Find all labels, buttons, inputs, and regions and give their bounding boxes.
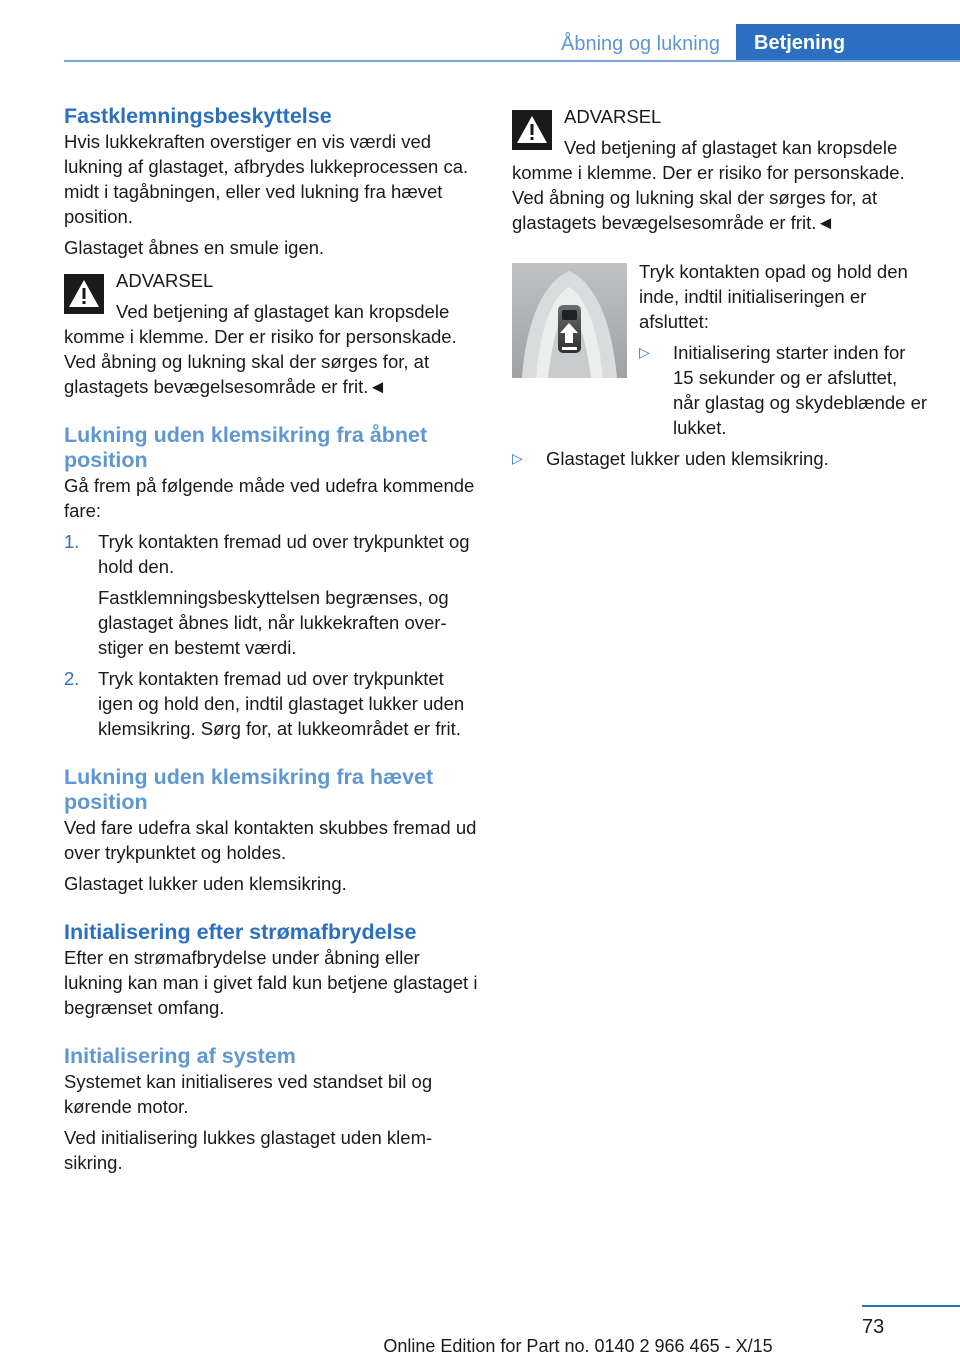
warning-box [64, 268, 482, 399]
paragraph-init: Efter en strømafbrydelse under åbning eller lukning kan man i givet fald kun betjene glastaget i begrænset omfang. [64, 947, 478, 1018]
warning-triangle-icon [512, 110, 552, 150]
paragraph-raised-2: Glastaget lukker uden klemsikring. [64, 873, 347, 894]
step-text: Tryk kontakten fremad ud over trykpunktet og hold den. [98, 531, 470, 577]
warning-title: ADVARSEL [564, 106, 662, 127]
heading-closing-from-raised: Lukning uden klemsikring fra hævet position [64, 765, 434, 814]
running-section-tab: Betjening [736, 24, 960, 62]
step-text: Tryk kontakten fremad ud over trykpunktet igen og hold den, indtil glastaget lukker uden klemsikring. Sørg for, at lukkeområdet er frit. [98, 668, 465, 739]
footer-rule [862, 1305, 960, 1307]
step-extra-text: Fastklemningsbeskyttelsen begrænses, og glastaget åbnes lidt, når lukkekraften overstiger en bestemt værdi. [98, 587, 449, 658]
photo-instruction: Tryk kontakten opad og hold den inde, indtil initialiseringen er afsluttet: [639, 261, 908, 332]
warning-title: ADVARSEL [116, 270, 214, 291]
warning-text: Ved betjening af glastaget kan kropsdele komme i klemme. Der er risiko for personskade. Ved åbning og lukning skal der sørges for, at glastagets bevægelsesområde er frit.◄ [512, 137, 905, 233]
triangle-right-icon: ▷ [512, 450, 523, 466]
list-item [64, 666, 482, 741]
step-number: 2. [64, 668, 80, 689]
heading-init-power-failure: Initialisering efter strømafbrydelse [64, 920, 417, 944]
header-rule [64, 60, 960, 62]
right-column [512, 104, 928, 477]
left-column [64, 104, 482, 1181]
result-bullet-list [512, 446, 928, 471]
heading-init-system: Initialisering af system [64, 1044, 296, 1068]
switch-photo-block [512, 259, 928, 446]
warning-text: Ved betjening af glastaget kan kropsdele komme i klemme. Der er risiko for personskade. Ved åbning og lukning skal der sørges for, at glastagets bevægelsesområde er frit.◄ [64, 301, 457, 397]
step-number: 1. [64, 531, 80, 552]
bullet-text: Initialisering starter inden for 15 sekunder og er afsluttet, når glastag og skydeblænde er lukket. [673, 342, 928, 438]
bullet-text: Glastaget lukker uden klemsikring. [546, 448, 829, 469]
list-item [512, 446, 928, 471]
running-chapter-title: Åbning og lukning [560, 33, 720, 55]
heading-pinch-protection: Fastklemningsbeskyttelse [64, 104, 332, 128]
paragraph-pinch: Hvis lukkekraften overstiger en vis værdi ved lukning af glastaget, afbrydes lukkeprocessen ca. midt i tagåbningen, eller ved lukning fra hævet position. [64, 131, 469, 227]
paragraph-open-intro: Gå frem på følgende måde ved udefra kommende fare: [64, 475, 475, 521]
roof-switch-image [512, 263, 627, 378]
triangle-right-icon: ▷ [639, 344, 650, 360]
init-bullet-list [639, 340, 928, 440]
warning-box [512, 104, 928, 235]
list-item [64, 529, 482, 660]
paragraph-system: Systemet kan initialiseres ved standset bil og kørende motor. [64, 1071, 433, 1117]
heading-closing-from-open: Lukning uden klemsikring fra åbnet position [64, 423, 428, 472]
paragraph-opens: Glastaget åbnes en smule igen. [64, 237, 325, 258]
warning-triangle-icon [64, 274, 104, 314]
paragraph-raised: Ved fare udefra skal kontakten skubbes fremad ud over trykpunktet og holdes. [64, 817, 477, 863]
step-list [64, 529, 482, 741]
page-number: 73 [862, 1316, 885, 1338]
edition-note: Online Edition for Part no. 0140 2 966 465 - X/15 [383, 1336, 773, 1356]
paragraph-system-2: Ved initialisering lukkes glastaget uden klemsikring. [64, 1127, 433, 1173]
list-item [639, 340, 928, 440]
